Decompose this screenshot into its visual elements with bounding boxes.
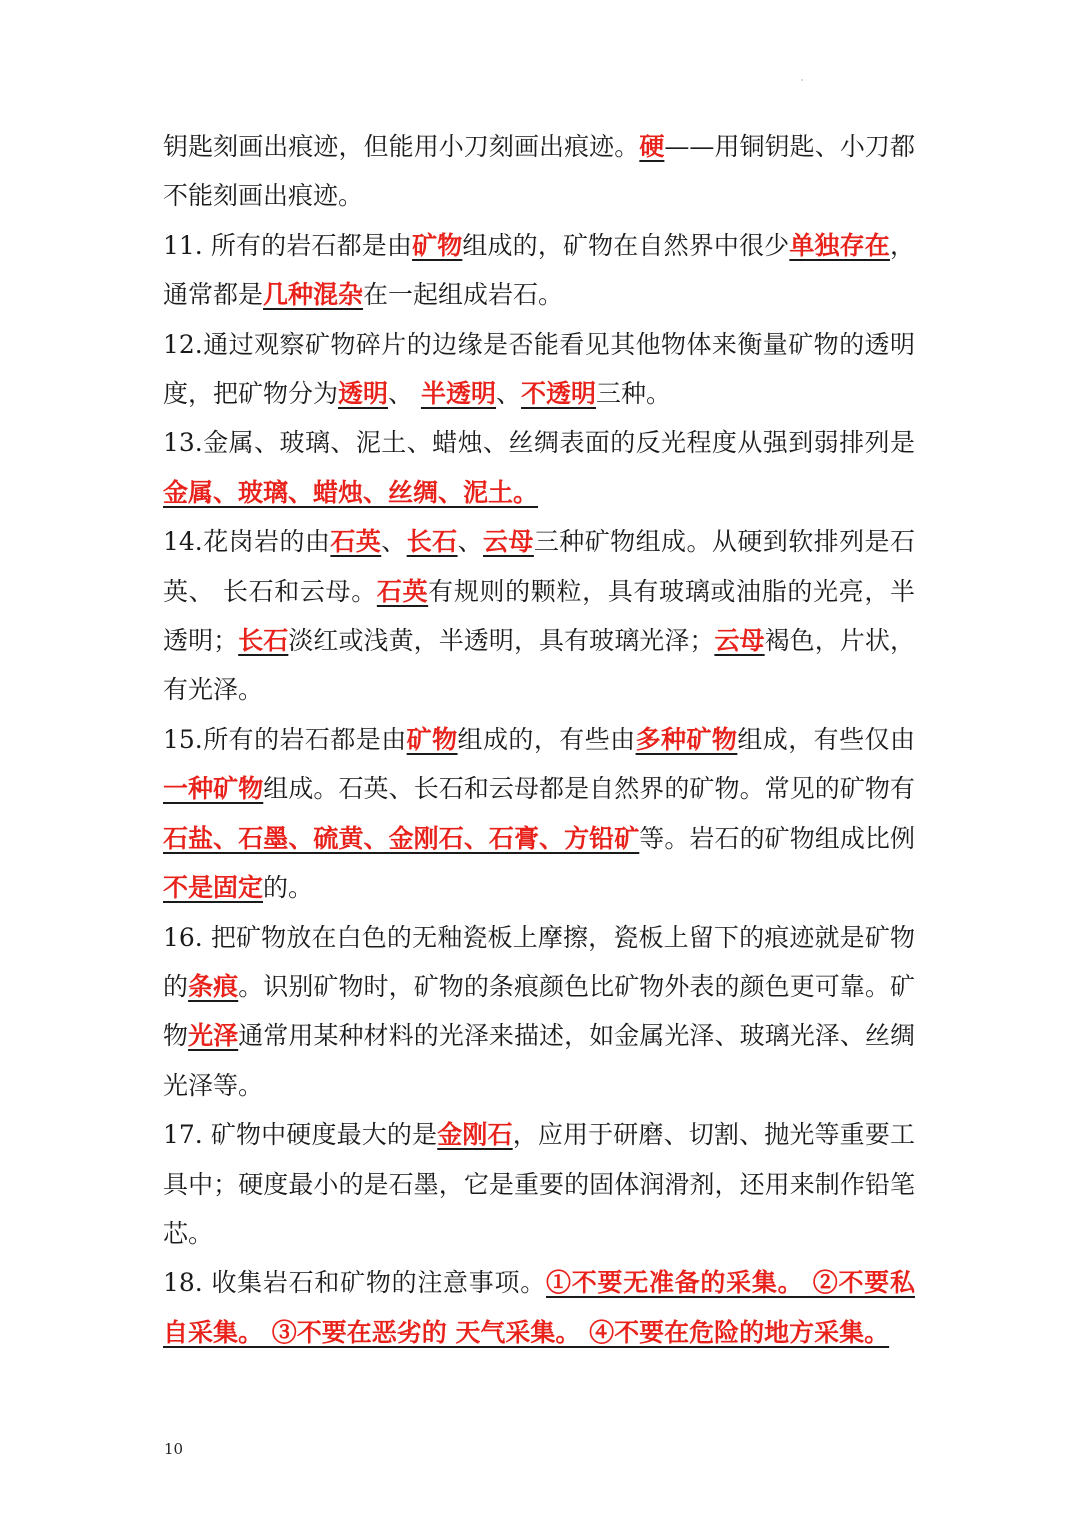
paragraph-text: 15.所有的岩石都是由	[163, 724, 407, 754]
answer-highlight: 金属、玻璃、蜡烛、丝绸、泥土。	[163, 477, 539, 507]
answer-highlight: 透明	[338, 379, 389, 409]
paragraph-continued	[163, 122, 915, 221]
answer-highlight: 不透明	[521, 379, 597, 409]
paragraph-text: 通常用某种材料的光泽来描述，如金属光泽、玻璃光泽、丝绸光泽等。	[163, 1021, 915, 1100]
paragraph-text: 钥匙刻画出痕迹，但能用小刀刻画出痕迹。	[163, 132, 640, 161]
answer-highlight: 光泽	[188, 1021, 239, 1051]
answer-highlight: 长石	[238, 626, 289, 656]
answer-highlight: ①不要无准备的采集。 ②不要私自采集。 ③不要在恶劣的 天气采集。 ④不要在危险的地方采集。	[163, 1268, 915, 1347]
answer-highlight: 长石	[406, 527, 458, 557]
paragraph-text: 组成的，矿物在自然界中很少	[462, 230, 790, 260]
paragraph-12	[163, 320, 915, 419]
paragraph-text: 18. 收集岩石和矿物的注意事项。	[163, 1268, 546, 1298]
document-body	[163, 122, 915, 1357]
scan-speck	[801, 79, 803, 81]
paragraph-13	[163, 418, 915, 517]
paragraph-text: ，通常都是	[163, 230, 915, 310]
answer-highlight: 几种混杂	[263, 280, 364, 310]
paragraph-17	[163, 1110, 915, 1258]
paragraph-text: 组成，有些仅由	[737, 724, 915, 754]
answer-highlight: 金刚石	[437, 1120, 513, 1150]
answer-highlight: 条痕	[188, 971, 239, 1001]
answer-highlight: 矿物	[412, 230, 463, 260]
answer-highlight: 云母	[714, 626, 765, 656]
paragraph-16	[163, 913, 915, 1111]
paragraph-text: ，应用于研磨、切割、抛光等重要工具中；硬度最小的是石墨，它是重要的固体润滑剂，还用来制作铅笔芯。	[163, 1120, 915, 1248]
answer-highlight: 石盐、石墨、硫黄、金刚石、石膏、方铅矿	[163, 823, 640, 853]
paragraph-text: 。识别矿物时，矿物的条痕颜色比矿物外表的颜色更可靠。矿物	[163, 971, 915, 1051]
paragraph-text: 13.金属、玻璃、泥土、蜡烛、丝绸表面的反光程度从强到弱排列是	[163, 428, 915, 458]
paragraph-text: 三种矿物组成。从硬到软排列是石英、 长石和云母。	[163, 527, 915, 606]
paragraph-text: 、	[381, 527, 407, 557]
answer-highlight: 矿物	[406, 724, 458, 754]
answer-highlight: 硬	[639, 132, 665, 161]
paragraph-text: 、	[496, 379, 522, 409]
paragraph-text: 的。	[263, 873, 314, 903]
answer-highlight: 多种矿物	[635, 724, 738, 754]
paragraph-14	[163, 517, 915, 715]
answer-highlight: 云母	[483, 527, 534, 557]
paragraph-text: 有规则的颗粒，具有玻璃或油脂的光亮，半透明；	[163, 576, 915, 656]
answer-highlight: 半透明	[420, 379, 496, 409]
answer-highlight: 石英	[330, 527, 382, 557]
paragraph-text: 17. 矿物中硬度最大的是	[163, 1120, 438, 1150]
answer-highlight: 不是固定	[163, 873, 264, 903]
paragraph-text: 12.通过观察矿物碎片的边缘是否能看见其他物体来衡量矿物的透明度，把矿物分为	[163, 329, 915, 409]
answer-highlight: 石英	[376, 576, 429, 606]
paragraph-text: 等。岩石的矿物组成比例	[639, 823, 915, 853]
paragraph-text: ——用铜钥匙、小刀都不能刻画出痕迹。	[163, 132, 915, 211]
paragraph-text: 三种。	[596, 379, 672, 409]
paragraph-text: 组成的，有些由	[457, 724, 636, 754]
paragraph-text: 11. 所有的岩石都是由	[163, 230, 413, 260]
paragraph-text: 组成。石英、长石和云母都是自然界的矿物。常见的矿物有	[263, 774, 915, 804]
paragraph-18	[163, 1258, 915, 1357]
paragraph-text: 、	[457, 527, 483, 557]
paragraph-15	[163, 715, 915, 913]
paragraph-text: 褐色，片状，有光泽。	[163, 626, 915, 705]
answer-highlight: 单独存在	[789, 230, 890, 260]
answer-highlight: 一种矿物	[163, 774, 264, 804]
paragraph-11	[163, 221, 915, 320]
paragraph-text: 在一起组成岩石。	[363, 280, 564, 310]
paragraph-text: 、	[388, 379, 421, 409]
paragraph-text: 14.花岗岩的由	[163, 527, 331, 557]
paragraph-text: 16. 把矿物放在白色的无釉瓷板上摩擦，瓷板上留下的痕迹就是矿物的	[163, 922, 915, 1001]
paragraph-text: 淡红或浅黄，半透明，具有玻璃光泽；	[288, 626, 715, 656]
page-number: 10	[164, 1440, 184, 1458]
